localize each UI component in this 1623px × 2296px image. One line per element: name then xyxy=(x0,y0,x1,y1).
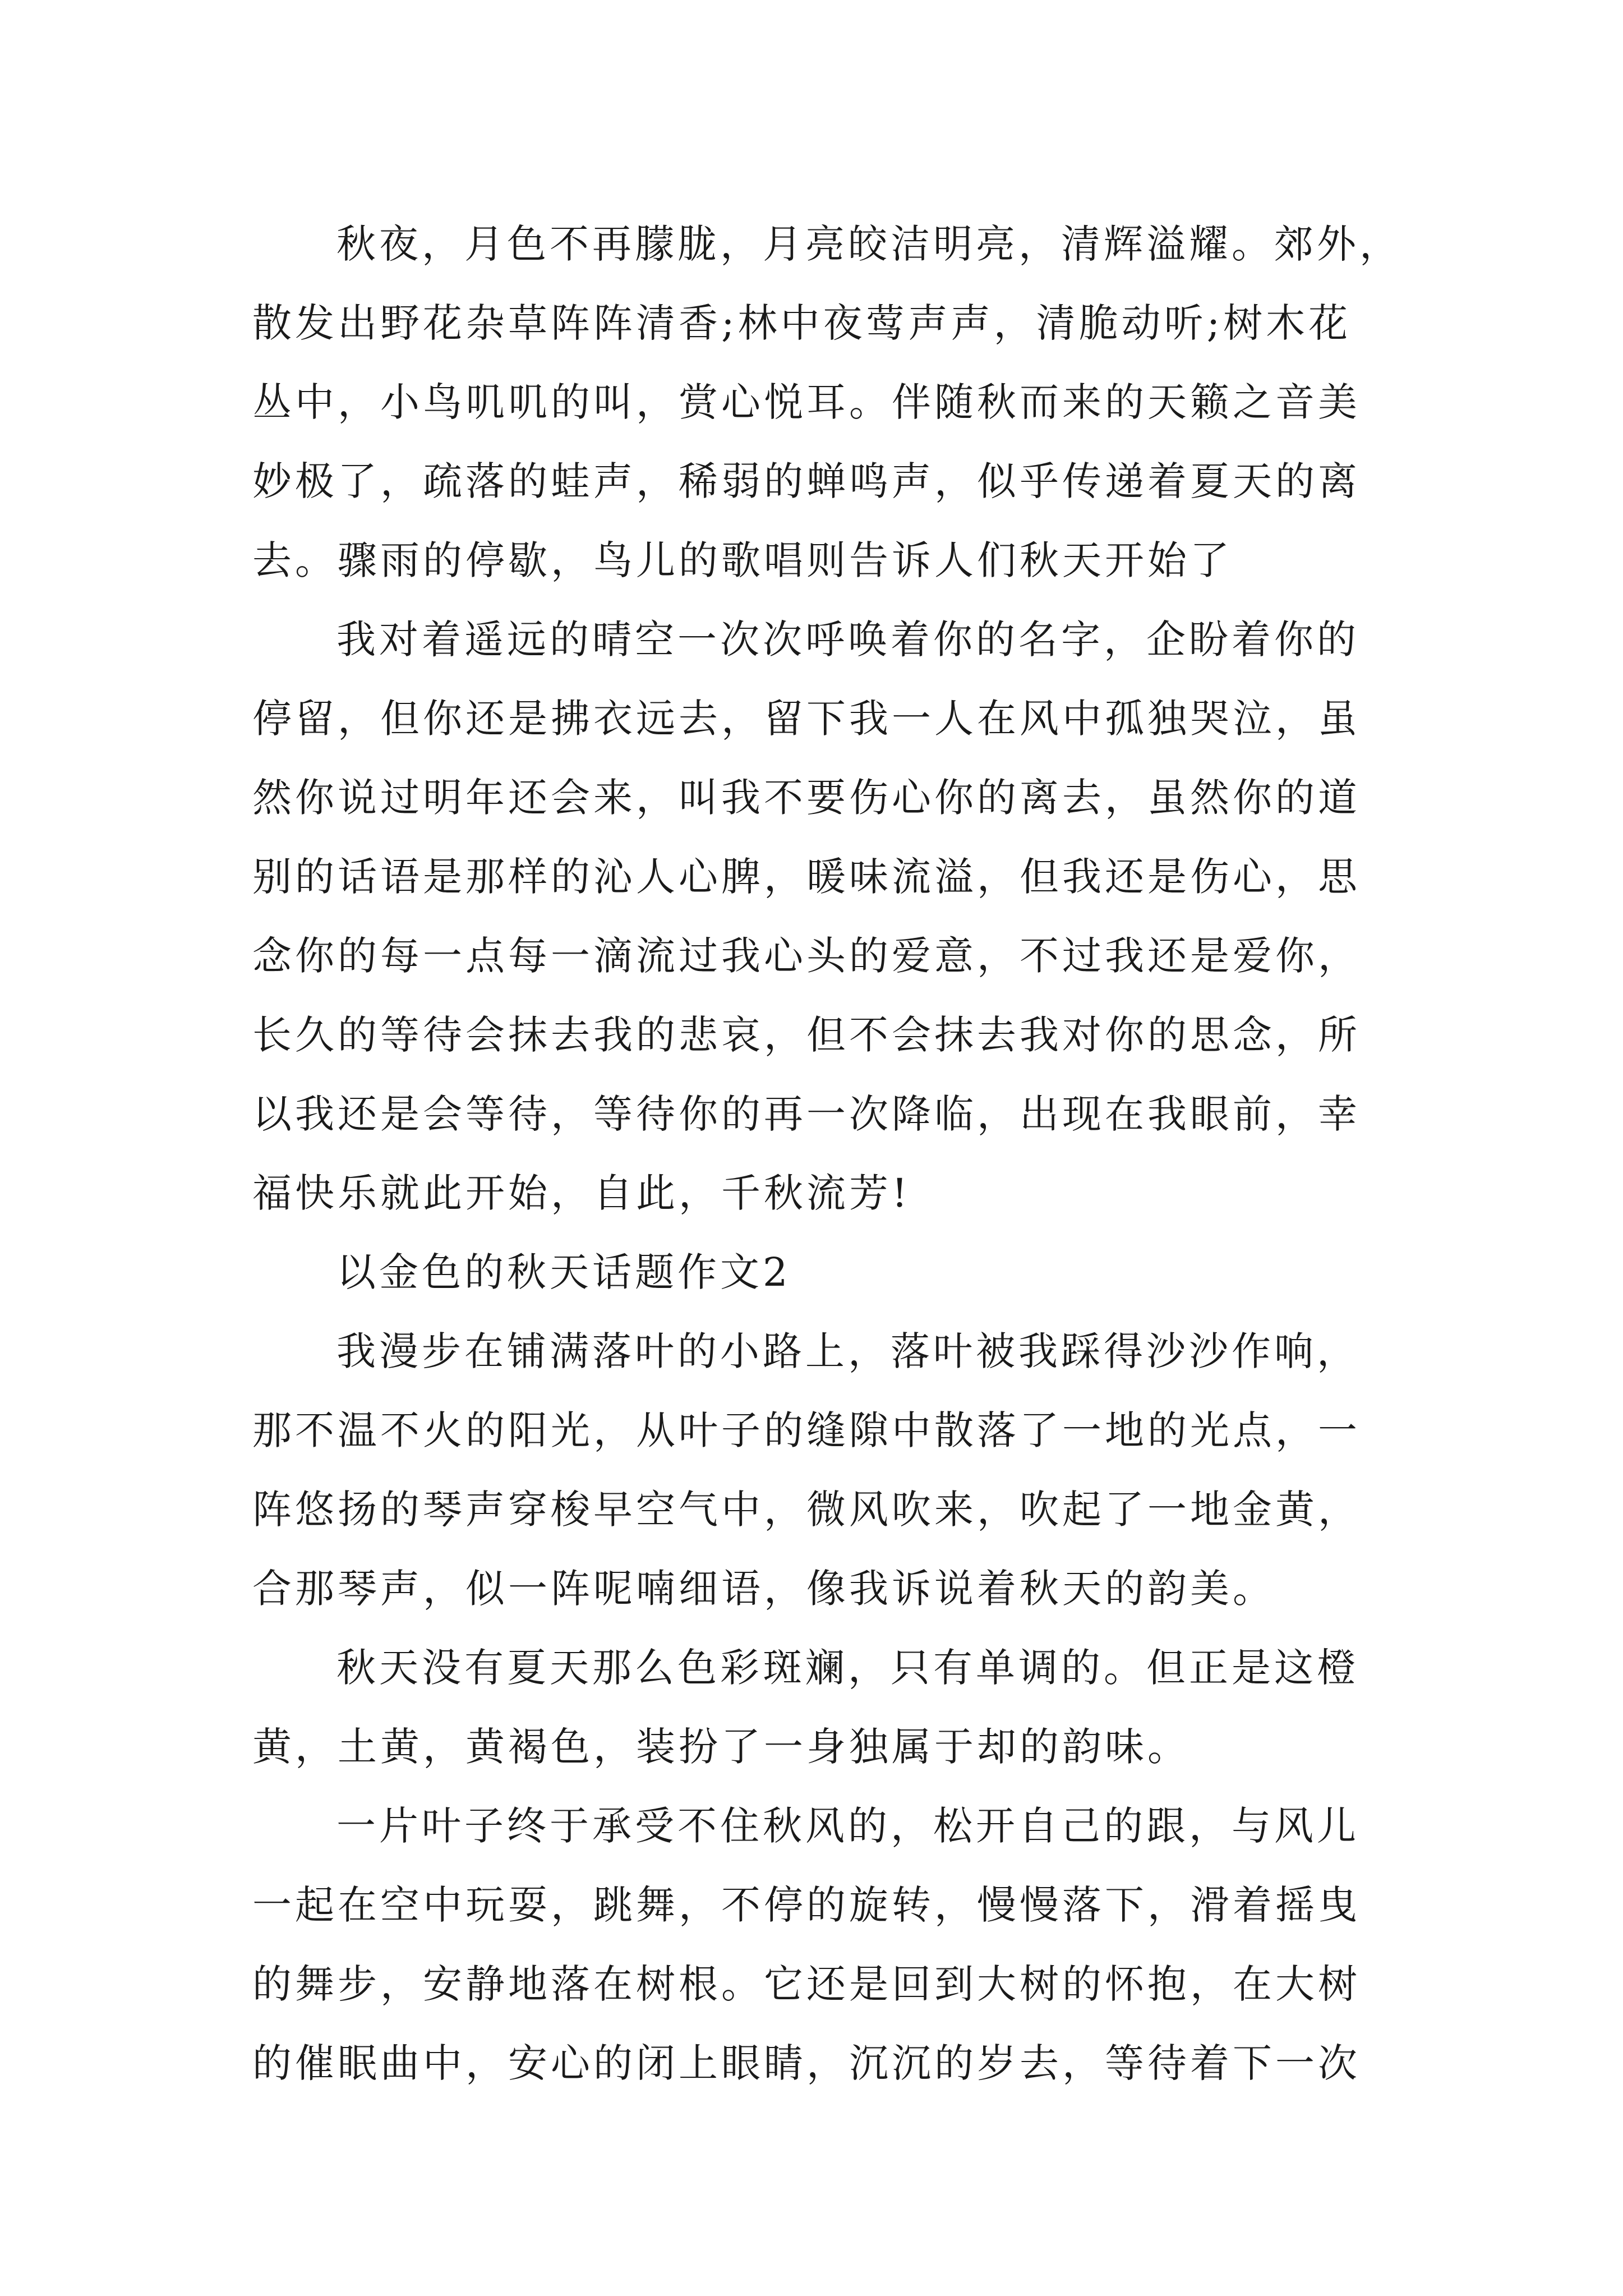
paragraph-line: 念你的每一点每一滴流过我心头的爱意，不过我还是爱你， xyxy=(252,933,1361,979)
paragraph-line: 散发出野花杂草阵阵清香;林中夜莺声声，清脆动听;树木花 xyxy=(252,300,1352,346)
paragraph-line: 福快乐就此开始，自此，千秋流芳! xyxy=(252,1170,911,1216)
paragraph-line: 一起在空中玩耍，跳舞，不停的旋转，慢慢落下，滑着摇曳 xyxy=(252,1882,1361,1928)
paragraph-line: 别的话语是那样的沁人心脾，暖味流溢，但我还是伤心，思 xyxy=(252,854,1361,900)
paragraph-line: 以我还是会等待，等待你的再一次降临，出现在我眼前，幸 xyxy=(252,1091,1361,1137)
section-heading: 以金色的秋天话题作文2 xyxy=(336,1249,791,1295)
paragraph-line: 一片叶子终于承受不住秋风的，松开自己的跟，与风儿 xyxy=(336,1803,1359,1849)
paragraph-line: 的催眠曲中，安心的闭上眼睛，沉沉的岁去，等待着下一次 xyxy=(252,2040,1361,2086)
paragraph-line: 我漫步在铺满落叶的小路上，落叶被我踩得沙沙作响， xyxy=(336,1328,1359,1374)
paragraph-line: 然你说过明年还会来，叫我不要伤心你的离去，虽然你的道 xyxy=(252,775,1361,821)
paragraph-line: 妙极了，疏落的蛙声，稀弱的蝉鸣声，似乎传递着夏天的离 xyxy=(252,458,1361,504)
paragraph-line: 我对着遥远的晴空一次次呼唤着你的名字，企盼着你的 xyxy=(336,616,1359,662)
paragraph-line: 停留，但你还是拂衣远去，留下我一人在风中孤独哭泣，虽 xyxy=(252,696,1361,742)
paragraph-line: 那不温不火的阳光，从叶子的缝隙中散落了一地的光点，一 xyxy=(252,1407,1361,1453)
paragraph-line: 黄，土黄，黄褐色，装扮了一身独属于却的韵味。 xyxy=(252,1724,1190,1770)
paragraph-line: 丛中，小鸟叽叽的叫，赏心悦耳。伴随秋而来的天籁之音美 xyxy=(252,379,1361,425)
paragraph-line: 去。骤雨的停歇，鸟儿的歌唱则告诉人们秋天开始了 xyxy=(252,537,1233,583)
paragraph-line: 秋夜，月色不再朦胧，月亮皎洁明亮，清辉溢耀。郊外， xyxy=(336,221,1402,267)
paragraph-line: 的舞步，安静地落在树根。它还是回到大树的怀抱，在大树 xyxy=(252,1961,1361,2007)
paragraph-line: 阵悠扬的琴声穿梭早空气中，微风吹来，吹起了一地金黄， xyxy=(252,1487,1361,1533)
paragraph-line: 秋天没有夏天那么色彩斑斓，只有单调的。但正是这橙 xyxy=(336,1645,1359,1691)
paragraph-line: 合那琴声，似一阵呢喃细语，像我诉说着秋天的韵美。 xyxy=(252,1566,1275,1612)
paragraph-line: 长久的等待会抹去我的悲哀，但不会抹去我对你的思念，所 xyxy=(252,1012,1361,1058)
